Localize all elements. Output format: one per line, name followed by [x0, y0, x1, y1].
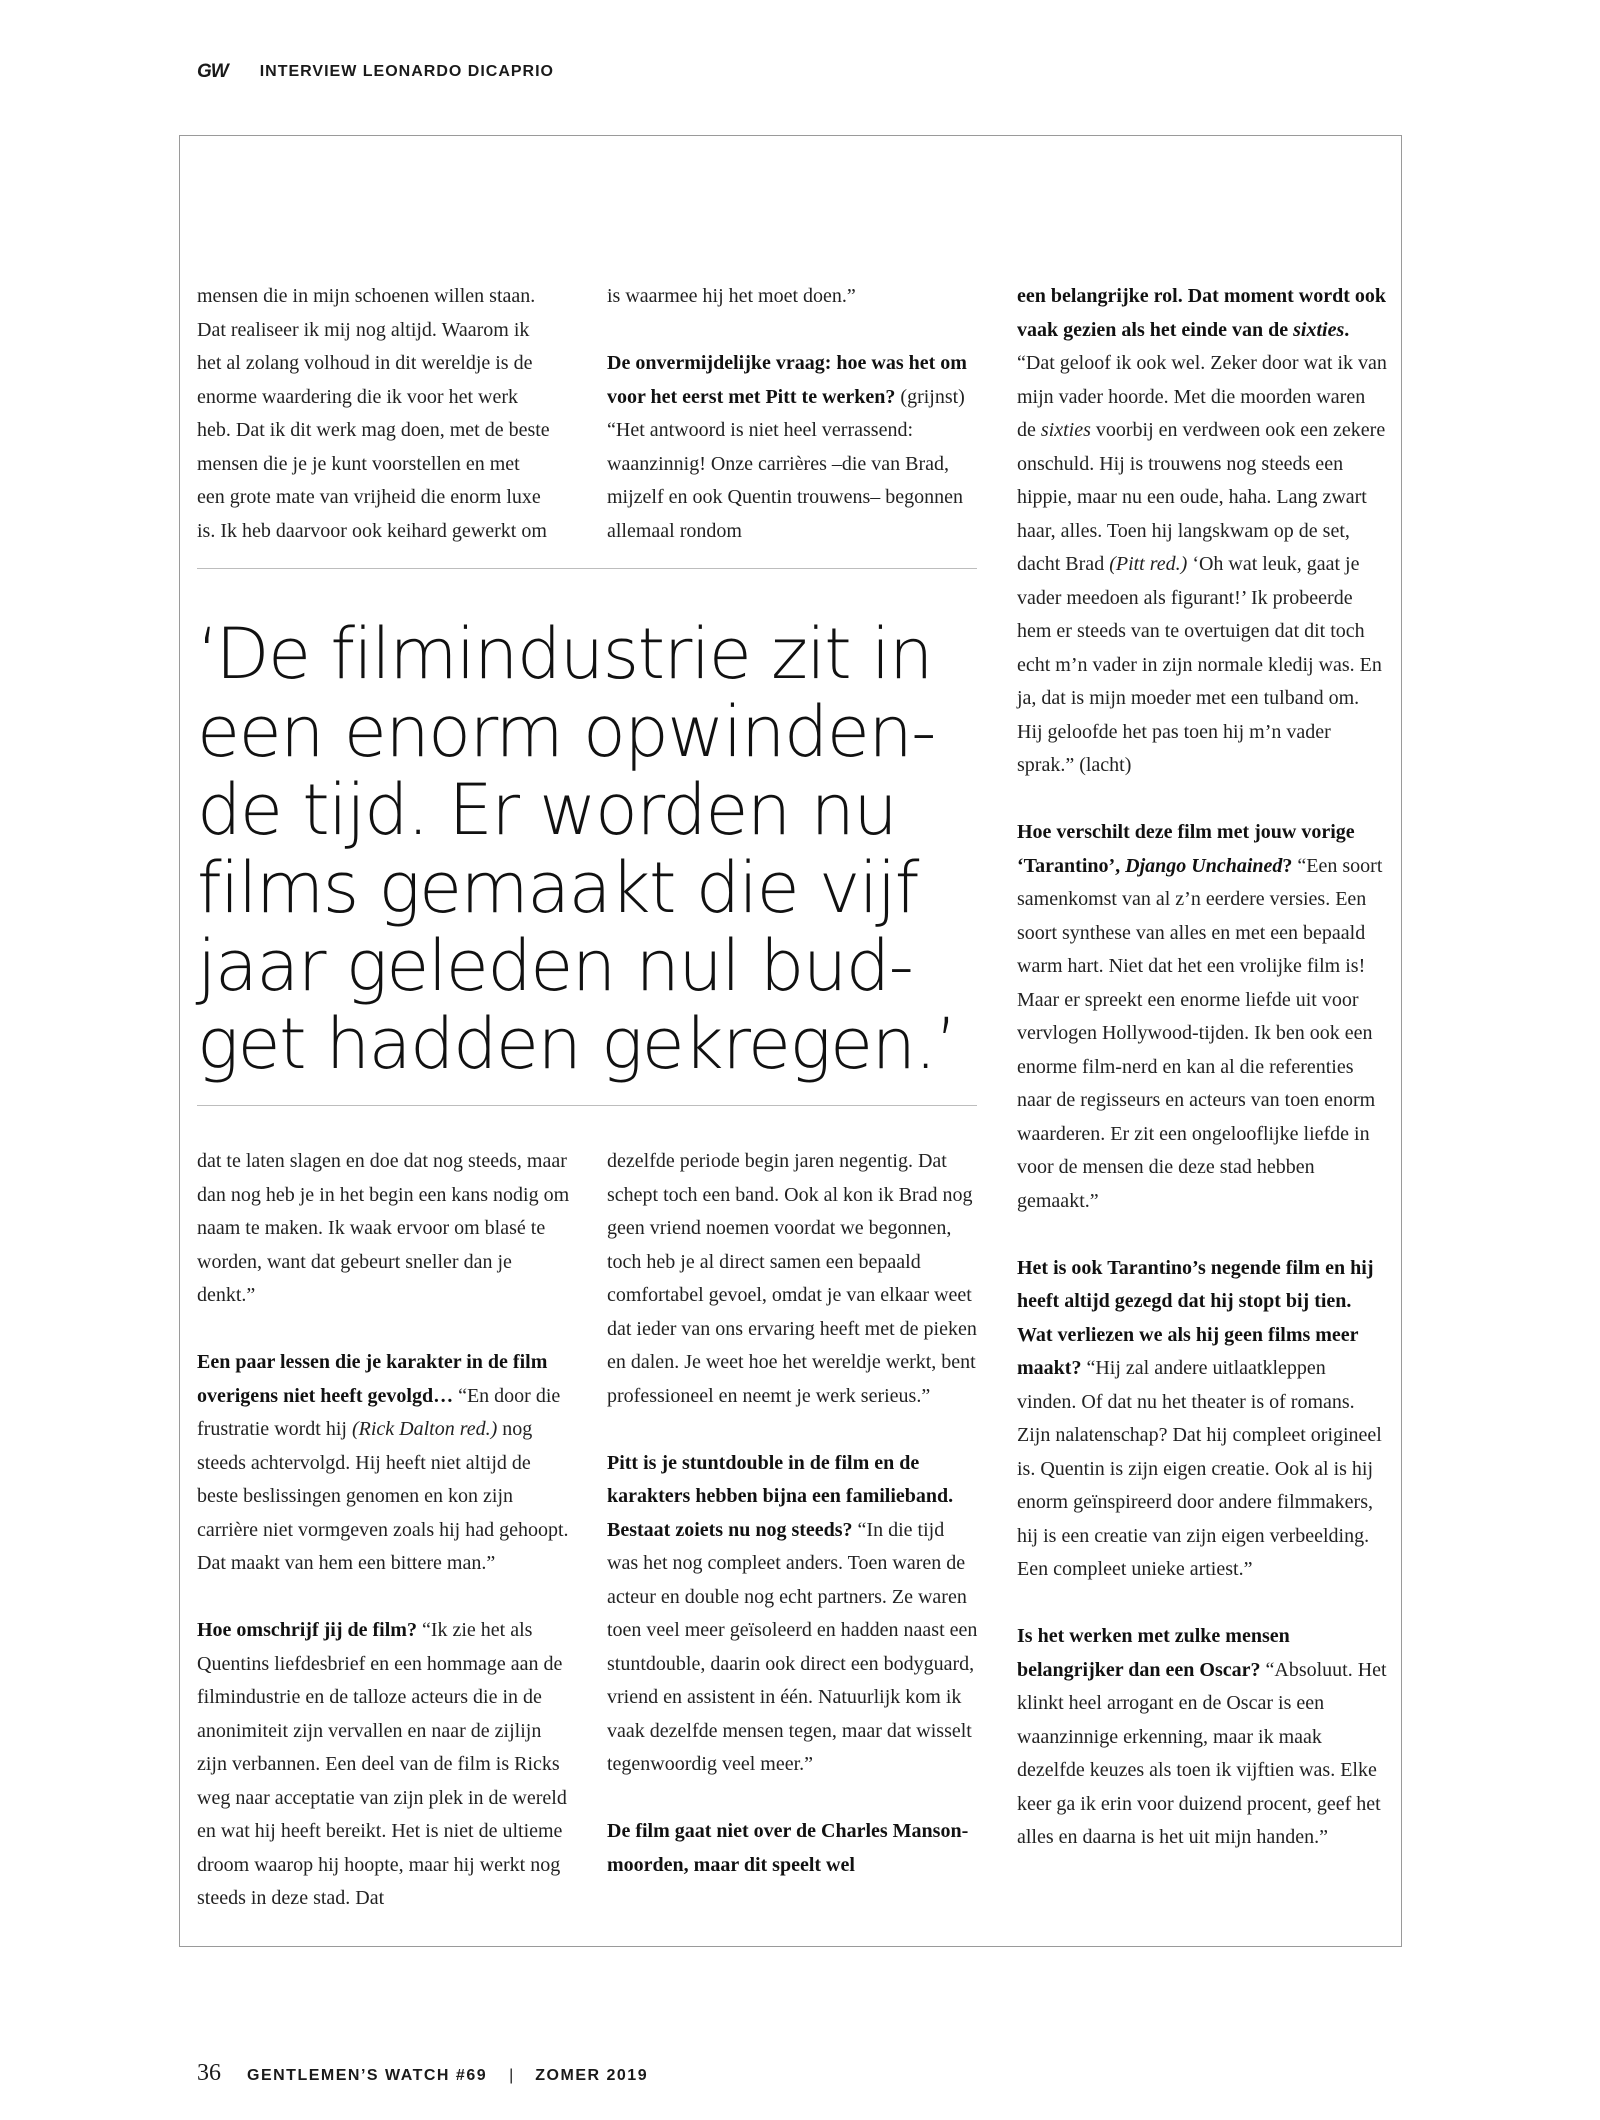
pull-quote-line: ‘De filmindustrie zit in	[197, 613, 932, 695]
paragraph: mensen die in mijn schoenen willen staan. Dat realiseer ik mij nog altijd. Waarom ik het al zolang volhoud in dit wereldje is de enorme waardering die ik voor het werk heb. Dat ik dit werk mag doen, met de beste mensen die je je kunt voorstellen en met een grote mate van vrijheid die enorm luxe is. Ik heb daarvoor ook keihard gewerkt om	[197, 285, 550, 542]
interview-answer: “In die tijd was het nog compleet anders. Toen waren de acteur en double nog echt partners. Ze waren toen veel meer geïsoleerd en hadden naast een stuntdouble, daarin ook direct een bodyguard, vriend en assistent in één. Natuurlijk kom ik vaak dezelfde mensen tegen, maar dat wisselt tegenwoordig veel meer.”	[607, 1518, 978, 1775]
quote-bottom-rule	[197, 1105, 977, 1106]
qa-paragraph	[607, 347, 972, 548]
column-2-bottom	[607, 1145, 979, 1882]
qa-paragraph	[607, 1815, 979, 1882]
qa-paragraph	[197, 1614, 572, 1916]
interview-question: Is het werken met zulke mensen belangrijker dan een Oscar?	[1017, 1625, 1290, 1681]
quote-top-rule	[197, 568, 977, 569]
paragraph: is waarmee hij het moet doen.”	[607, 285, 856, 307]
column-3	[1017, 280, 1389, 1855]
column-1-bottom	[197, 1145, 572, 1916]
pull-quote-line: films gemaakt die vijf	[197, 847, 918, 929]
interview-question: Een paar lessen die je karakter in de film overigens niet heeft gevolgd…	[197, 1351, 548, 1407]
qa-paragraph	[607, 1447, 979, 1782]
interview-question: Het is ook Tarantino’s negende film en hij heeft altijd gezegd dat hij stopt bij tien. Wat verliezen we als hij geen films meer maakt?	[1017, 1256, 1374, 1379]
interview-question: De onvermijdelijke vraag: hoe was het om voor het eerst met Pitt te werken?	[607, 352, 967, 408]
interview-answer: (grijnst) “Het antwoord is niet heel verrassend: waanzinnig! Onze carrières –die van Brad, mijzelf en ook Quentin trouwens– begonnen allemaal rondom	[607, 385, 965, 542]
interview-question: een belangrijke rol. Dat moment wordt ook vaak gezien als het einde van de sixties.	[1017, 285, 1387, 341]
column-1-top	[197, 280, 577, 548]
interview-answer: “Ik zie het als Quentins liefdesbrief en een hommage aan de filmindustrie en de talloze acteurs die in de anonimiteit zijn vervallen en naar de zijlijn zijn verbannen. Een deel van de film is Ricks weg naar acceptatie van zijn plek in de wereld en wat hij heeft bereikt. Het is niet de ultieme droom waarop hij hoopte, maar hij werkt nog steeds in deze stad. Dat	[197, 1619, 567, 1909]
qa-paragraph	[1017, 1620, 1389, 1855]
qa-paragraph: een belangrijke rol. Dat moment wordt ook vaak gezien als het einde van de sixties. “Dat geloof ik ook wel. Zeker door wat ik van mijn vader hoorde. Met die moorden waren de sixties voorbij en verdween ook een zekere onschuld. Hij is trouwens nog steeds een hippie, maar nu een oude, haha. Lang zwart haar, alles. Toen hij langskwam op de set, dacht Brad (Pitt red.) ‘Oh wat leuk, gaat je vader meedoen als figurant!’ Ik probeerde hem er steeds van te overtuigen dat dit toch echt m’n vader in zijn normale kledij was. En ja, dat is mijn moeder met een tulband om. Hij geloofde het pas toen hij m’n vader sprak.” (lacht)	[1017, 285, 1387, 776]
pull-quote	[197, 615, 987, 1083]
interview-question: De film gaat niet over de Charles Manson-moorden, maar dit speelt wel	[607, 1820, 969, 1876]
interview-question: Hoe omschrijf jij de film?	[197, 1619, 417, 1641]
pull-quote-line: de tijd. Er worden nu	[197, 769, 897, 851]
publication-name: GENTLEMEN’S WATCH #69	[247, 2067, 488, 2084]
qa-paragraph	[1017, 816, 1389, 1218]
page-footer	[197, 2060, 648, 2090]
qa-paragraph	[1017, 1252, 1389, 1587]
pull-quote-line: een enorm opwinden-	[197, 691, 935, 773]
pull-quote-line: jaar geleden nul bud-	[197, 925, 913, 1007]
interview-answer: “Hij zal andere uitlaatkleppen vinden. Of dat nu het theater is of romans. Zijn nalatenschap? Dat hij compleet origineel is. Quentin is zijn eigen creatie. Ook al is hij enorm geïnspireerd door andere filmmakers, hij is een creatie van zijn eigen verbeelding. Een compleet unieke artiest.”	[1017, 1357, 1382, 1580]
paragraph: dezelfde periode begin jaren negentig. Dat schept toch een band. Ook al kon ik Brad nog geen vriend noemen voordat we begonnen, toch heb je al direct samen een bepaald comfortabel gevoel, omdat je van elkaar weet dat ieder van ons ervaring heeft met de pieken en dalen. Je weet hoe het wereldje werkt, bent professioneel en neemt je werk serieus.”	[607, 1150, 977, 1407]
pull-quote-line: get hadden gekregen.’	[197, 1003, 956, 1085]
interview-answer: “Absoluut. Het klinkt heel arrogant en de Oscar is een waanzinnige erkenning, maar ik maak dezelfde keuzes als toen ik vijftien was. Elke keer ga ik erin voor duizend procent, geef het alles en daarna is het uit mijn handen.”	[1017, 1658, 1387, 1848]
interview-question: Pitt is je stuntdouble in de film en de karakters hebben bijna een familieband. Bestaat zoiets nu nog steeds?	[607, 1451, 954, 1541]
interview-answer: “Een soort samenkomst van al z’n eerdere versies. Een soort synthese van alles en met een bepaald warm hart. Niet dat het een vrolijke film is! Maar er spreekt een enorme liefde uit voor vervlogen Hollywood-tijden. Ik ben ook een enorme film-nerd en kan al die referenties naar de regisseurs en acteurs van toen enorm waarderen. Er zit een ongelooflijke liefde in voor de mensen die deze stad hebben gemaakt.”	[1017, 854, 1383, 1212]
section-title: INTERVIEW LEONARDO DICAPRIO	[259, 63, 554, 80]
page-header	[197, 60, 554, 84]
paragraph: dat te laten slagen en doe dat nog steeds, maar dan nog heb je in het begin een kans nodig om naam te maken. Ik waak ervoor om blasé te worden, want dat gebeurt sneller dan je denkt.”	[197, 1150, 570, 1306]
column-2-top	[607, 280, 972, 548]
interview-question: Hoe verschilt deze film met jouw vorige ‘Tarantino’, Django Unchained?	[1017, 821, 1355, 877]
qa-paragraph: Een paar lessen die je karakter in de film overigens niet heeft gevolgd… “En door die frustratie wordt hij (Rick Dalton red.) nog steeds achtervolgd. Hij heeft niet altijd de beste beslissingen genomen en kon zijn carrière niet vormgeven zoals hij had gehoopt. Dat maakt van hem een bittere man.”	[197, 1351, 569, 1574]
magazine-logo: GW	[197, 61, 228, 82]
footer-separator: |	[509, 2067, 514, 2084]
page-number: 36	[197, 2060, 221, 2086]
issue-label: ZOMER 2019	[535, 2067, 649, 2084]
